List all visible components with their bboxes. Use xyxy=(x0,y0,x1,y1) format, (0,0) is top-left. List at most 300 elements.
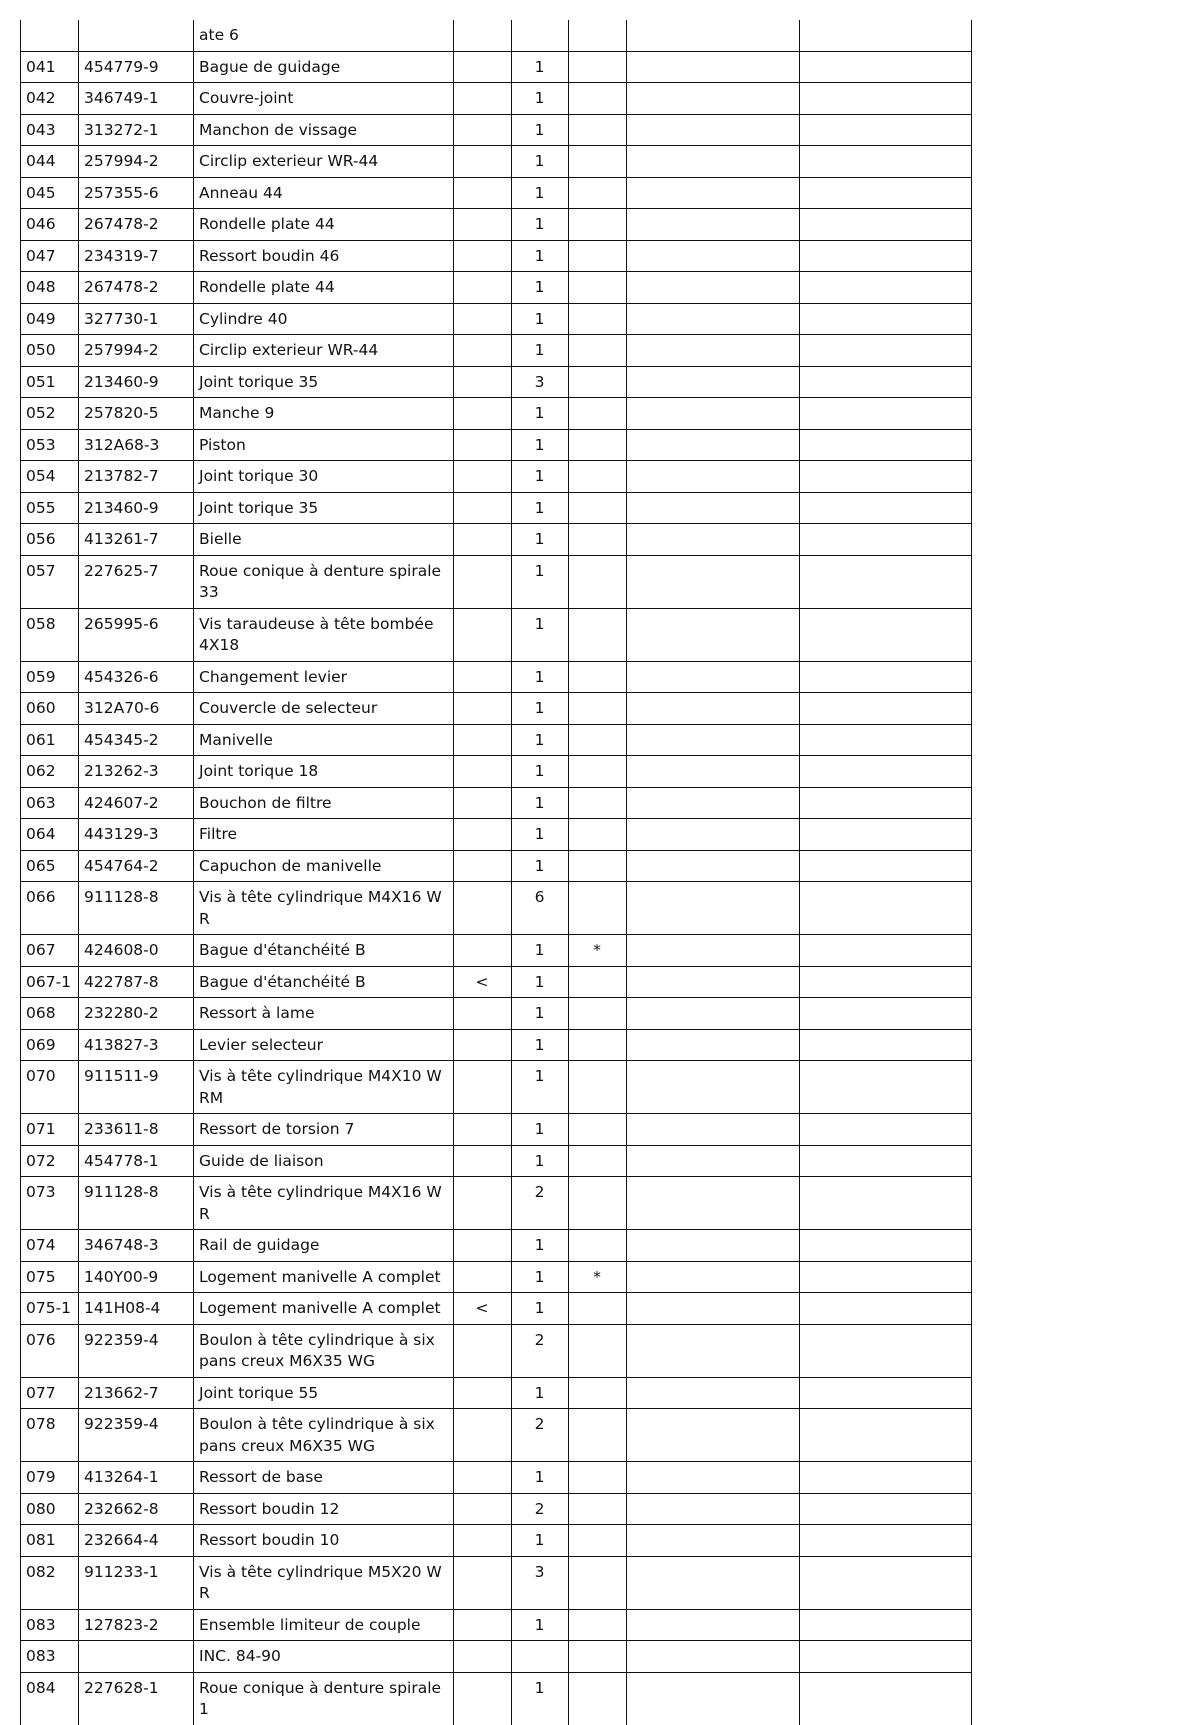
ref-number-cell: 057 xyxy=(21,555,79,608)
table-row xyxy=(21,1462,972,1494)
blank-cell xyxy=(627,1377,800,1409)
change-flag-cell xyxy=(454,1261,512,1293)
quantity-cell: 1 xyxy=(512,935,569,967)
note-mark-cell xyxy=(569,787,627,819)
part-number-cell xyxy=(79,1641,194,1673)
note-mark-cell xyxy=(569,114,627,146)
description-cell: Vis à tête cylindrique M5X20 WR xyxy=(194,1556,454,1609)
quantity-cell: 2 xyxy=(512,1493,569,1525)
quantity-cell: 1 xyxy=(512,966,569,998)
description-cell: Changement levier xyxy=(194,661,454,693)
ref-number-cell: 055 xyxy=(21,492,79,524)
quantity-cell: 1 xyxy=(512,1261,569,1293)
blank-cell xyxy=(627,146,800,178)
note-mark-cell xyxy=(569,1061,627,1114)
description-cell: Manivelle xyxy=(194,724,454,756)
blank-cell xyxy=(627,83,800,115)
table-row xyxy=(21,1324,972,1377)
note-mark-cell xyxy=(569,966,627,998)
note-mark-cell xyxy=(569,1293,627,1325)
note-mark-cell xyxy=(569,303,627,335)
description-cell: Vis à tête cylindrique M4X16 WR xyxy=(194,882,454,935)
description-cell: Bielle xyxy=(194,524,454,556)
table-row xyxy=(21,1177,972,1230)
blank-cell xyxy=(800,177,972,209)
change-flag-cell xyxy=(454,1641,512,1673)
blank-cell xyxy=(800,335,972,367)
note-mark-cell xyxy=(569,1525,627,1557)
part-number-cell: 213460-9 xyxy=(79,366,194,398)
table-row xyxy=(21,1230,972,1262)
blank-cell xyxy=(800,1377,972,1409)
part-number-cell xyxy=(79,20,194,51)
change-flag-cell xyxy=(454,1061,512,1114)
ref-number-cell: 063 xyxy=(21,787,79,819)
blank-cell xyxy=(800,1609,972,1641)
note-mark-cell xyxy=(569,1029,627,1061)
part-number-cell: 257994-2 xyxy=(79,146,194,178)
blank-cell xyxy=(627,998,800,1030)
note-mark-cell xyxy=(569,20,627,51)
quantity-cell: 3 xyxy=(512,1556,569,1609)
blank-cell xyxy=(800,398,972,430)
change-flag-cell xyxy=(454,51,512,83)
table-row xyxy=(21,51,972,83)
quantity-cell: 1 xyxy=(512,819,569,851)
blank-cell xyxy=(800,555,972,608)
change-flag-cell xyxy=(454,935,512,967)
quantity-cell xyxy=(512,1641,569,1673)
change-flag-cell xyxy=(454,555,512,608)
table-row xyxy=(21,966,972,998)
ref-number-cell: 064 xyxy=(21,819,79,851)
quantity-cell: 2 xyxy=(512,1409,569,1462)
blank-cell xyxy=(800,1114,972,1146)
quantity-cell: 1 xyxy=(512,555,569,608)
ref-number-cell: 075 xyxy=(21,1261,79,1293)
note-mark-cell xyxy=(569,1377,627,1409)
blank-cell xyxy=(800,1261,972,1293)
part-number-cell: 413261-7 xyxy=(79,524,194,556)
blank-cell xyxy=(627,240,800,272)
change-flag-cell xyxy=(454,461,512,493)
blank-cell xyxy=(627,1493,800,1525)
part-number-cell: 227625-7 xyxy=(79,555,194,608)
table-row xyxy=(21,492,972,524)
ref-number-cell: 047 xyxy=(21,240,79,272)
description-cell: Bague d'étanchéité B xyxy=(194,935,454,967)
change-flag-cell xyxy=(454,20,512,51)
blank-cell xyxy=(627,1261,800,1293)
blank-cell xyxy=(800,1409,972,1462)
change-flag-cell xyxy=(454,1462,512,1494)
blank-cell xyxy=(800,1293,972,1325)
ref-number-cell: 043 xyxy=(21,114,79,146)
quantity-cell: 1 xyxy=(512,1609,569,1641)
table-row xyxy=(21,209,972,241)
ref-number-cell: 062 xyxy=(21,756,79,788)
blank-cell xyxy=(627,303,800,335)
blank-cell xyxy=(627,209,800,241)
quantity-cell: 1 xyxy=(512,524,569,556)
change-flag-cell xyxy=(454,1377,512,1409)
ref-number-cell: 046 xyxy=(21,209,79,241)
description-cell: Circlip exterieur WR-44 xyxy=(194,146,454,178)
table-row xyxy=(21,1114,972,1146)
change-flag-cell xyxy=(454,998,512,1030)
table-row xyxy=(21,1145,972,1177)
description-cell: Couvercle de selecteur xyxy=(194,693,454,725)
description-cell: Vis à tête cylindrique M4X16 WR xyxy=(194,1177,454,1230)
change-flag-cell xyxy=(454,177,512,209)
ref-number-cell: 077 xyxy=(21,1377,79,1409)
description-cell: Rail de guidage xyxy=(194,1230,454,1262)
part-number-cell: 346748-3 xyxy=(79,1230,194,1262)
blank-cell xyxy=(627,335,800,367)
part-number-cell: 911511-9 xyxy=(79,1061,194,1114)
change-flag-cell: < xyxy=(454,966,512,998)
ref-number-cell: 044 xyxy=(21,146,79,178)
quantity-cell: 3 xyxy=(512,366,569,398)
change-flag-cell xyxy=(454,429,512,461)
blank-cell xyxy=(800,492,972,524)
blank-cell xyxy=(800,1061,972,1114)
note-mark-cell xyxy=(569,1177,627,1230)
part-number-cell: 911128-8 xyxy=(79,1177,194,1230)
ref-number-cell: 070 xyxy=(21,1061,79,1114)
change-flag-cell xyxy=(454,693,512,725)
description-cell: Guide de liaison xyxy=(194,1145,454,1177)
blank-cell xyxy=(800,272,972,304)
part-number-cell: 911128-8 xyxy=(79,882,194,935)
description-cell: Logement manivelle A complet xyxy=(194,1293,454,1325)
table-row xyxy=(21,608,972,661)
blank-cell xyxy=(800,146,972,178)
part-number-cell: 911233-1 xyxy=(79,1556,194,1609)
note-mark-cell xyxy=(569,1230,627,1262)
blank-cell xyxy=(627,461,800,493)
blank-cell xyxy=(627,524,800,556)
table-row xyxy=(21,555,972,608)
part-number-cell: 454778-1 xyxy=(79,1145,194,1177)
part-number-cell: 257994-2 xyxy=(79,335,194,367)
part-number-cell: 313272-1 xyxy=(79,114,194,146)
quantity-cell: 1 xyxy=(512,1145,569,1177)
note-mark-cell xyxy=(569,461,627,493)
blank-cell xyxy=(627,756,800,788)
quantity-cell: 1 xyxy=(512,398,569,430)
change-flag-cell xyxy=(454,1145,512,1177)
part-number-cell: 454779-9 xyxy=(79,51,194,83)
table-row xyxy=(21,724,972,756)
quantity-cell: 1 xyxy=(512,209,569,241)
quantity-cell: 1 xyxy=(512,303,569,335)
blank-cell xyxy=(627,1230,800,1262)
ref-number-cell: 069 xyxy=(21,1029,79,1061)
blank-cell xyxy=(800,20,972,51)
note-mark-cell xyxy=(569,366,627,398)
note-mark-cell: * xyxy=(569,935,627,967)
blank-cell xyxy=(800,114,972,146)
part-number-cell: 213460-9 xyxy=(79,492,194,524)
table-row xyxy=(21,20,972,51)
blank-cell xyxy=(627,555,800,608)
description-cell: Cylindre 40 xyxy=(194,303,454,335)
table-row xyxy=(21,303,972,335)
note-mark-cell xyxy=(569,555,627,608)
part-number-cell: 213662-7 xyxy=(79,1377,194,1409)
change-flag-cell xyxy=(454,335,512,367)
blank-cell xyxy=(627,850,800,882)
quantity-cell: 1 xyxy=(512,1061,569,1114)
ref-number-cell: 052 xyxy=(21,398,79,430)
change-flag-cell xyxy=(454,1493,512,1525)
quantity-cell: 2 xyxy=(512,1177,569,1230)
change-flag-cell xyxy=(454,1409,512,1462)
ref-number-cell: 066 xyxy=(21,882,79,935)
blank-cell xyxy=(627,1409,800,1462)
blank-cell xyxy=(800,819,972,851)
blank-cell xyxy=(800,1230,972,1262)
quantity-cell: 1 xyxy=(512,335,569,367)
description-cell: Logement manivelle A complet xyxy=(194,1261,454,1293)
ref-number-cell: 082 xyxy=(21,1556,79,1609)
part-number-cell: 922359-4 xyxy=(79,1324,194,1377)
table-row xyxy=(21,787,972,819)
note-mark-cell xyxy=(569,1324,627,1377)
blank-cell xyxy=(627,51,800,83)
part-number-cell: 327730-1 xyxy=(79,303,194,335)
quantity-cell: 1 xyxy=(512,1377,569,1409)
change-flag-cell xyxy=(454,1114,512,1146)
blank-cell xyxy=(800,608,972,661)
change-flag-cell xyxy=(454,366,512,398)
blank-cell xyxy=(800,1462,972,1494)
note-mark-cell xyxy=(569,146,627,178)
blank-cell xyxy=(627,724,800,756)
blank-cell xyxy=(627,1061,800,1114)
quantity-cell: 2 xyxy=(512,1324,569,1377)
blank-cell xyxy=(800,966,972,998)
quantity-cell: 1 xyxy=(512,429,569,461)
blank-cell xyxy=(627,787,800,819)
description-cell: Vis à tête cylindrique M4X10 WRM xyxy=(194,1061,454,1114)
ref-number-cell: 083 xyxy=(21,1609,79,1641)
change-flag-cell xyxy=(454,83,512,115)
change-flag-cell xyxy=(454,608,512,661)
table-row xyxy=(21,1493,972,1525)
quantity-cell: 1 xyxy=(512,272,569,304)
table-row xyxy=(21,661,972,693)
ref-number-cell: 080 xyxy=(21,1493,79,1525)
note-mark-cell xyxy=(569,429,627,461)
table-row xyxy=(21,272,972,304)
ref-number-cell: 059 xyxy=(21,661,79,693)
ref-number-cell: 072 xyxy=(21,1145,79,1177)
table-row xyxy=(21,1672,972,1725)
part-number-cell: 233611-8 xyxy=(79,1114,194,1146)
table-row xyxy=(21,1641,972,1673)
description-cell: Bouchon de filtre xyxy=(194,787,454,819)
change-flag-cell xyxy=(454,209,512,241)
quantity-cell: 1 xyxy=(512,83,569,115)
blank-cell xyxy=(627,272,800,304)
quantity-cell: 1 xyxy=(512,1462,569,1494)
table-row xyxy=(21,335,972,367)
blank-cell xyxy=(800,429,972,461)
blank-cell xyxy=(627,1525,800,1557)
blank-cell xyxy=(800,240,972,272)
part-number-cell: 213262-3 xyxy=(79,756,194,788)
quantity-cell: 1 xyxy=(512,608,569,661)
ref-number-cell: 060 xyxy=(21,693,79,725)
table-row xyxy=(21,1061,972,1114)
blank-cell xyxy=(800,51,972,83)
note-mark-cell xyxy=(569,756,627,788)
note-mark-cell xyxy=(569,1609,627,1641)
note-mark-cell xyxy=(569,398,627,430)
change-flag-cell xyxy=(454,1230,512,1262)
note-mark-cell xyxy=(569,335,627,367)
quantity-cell: 1 xyxy=(512,1672,569,1725)
note-mark-cell xyxy=(569,524,627,556)
blank-cell xyxy=(800,303,972,335)
blank-cell xyxy=(627,1114,800,1146)
blank-cell xyxy=(627,1029,800,1061)
quantity-cell: 1 xyxy=(512,461,569,493)
note-mark-cell xyxy=(569,1672,627,1725)
description-cell: Ressort de base xyxy=(194,1462,454,1494)
note-mark-cell xyxy=(569,1145,627,1177)
quantity-cell: 1 xyxy=(512,661,569,693)
change-flag-cell xyxy=(454,524,512,556)
quantity-cell: 1 xyxy=(512,1230,569,1262)
table-row xyxy=(21,461,972,493)
table-row xyxy=(21,429,972,461)
note-mark-cell xyxy=(569,1493,627,1525)
table-row xyxy=(21,1609,972,1641)
note-mark-cell xyxy=(569,1556,627,1609)
part-number-cell: 141H08-4 xyxy=(79,1293,194,1325)
blank-cell xyxy=(627,492,800,524)
table-row xyxy=(21,693,972,725)
note-mark-cell xyxy=(569,693,627,725)
part-number-cell: 424607-2 xyxy=(79,787,194,819)
change-flag-cell xyxy=(454,1556,512,1609)
quantity-cell: 1 xyxy=(512,51,569,83)
part-number-cell: 424608-0 xyxy=(79,935,194,967)
table-row xyxy=(21,240,972,272)
note-mark-cell xyxy=(569,661,627,693)
ref-number-cell: 042 xyxy=(21,83,79,115)
parts-list-body xyxy=(21,20,972,1725)
quantity-cell: 1 xyxy=(512,787,569,819)
quantity-cell xyxy=(512,20,569,51)
table-row xyxy=(21,756,972,788)
table-row xyxy=(21,1556,972,1609)
change-flag-cell xyxy=(454,850,512,882)
part-number-cell: 422787-8 xyxy=(79,966,194,998)
blank-cell xyxy=(627,693,800,725)
ref-number-cell: 048 xyxy=(21,272,79,304)
table-row xyxy=(21,850,972,882)
quantity-cell: 1 xyxy=(512,850,569,882)
blank-cell xyxy=(627,608,800,661)
description-cell: Vis taraudeuse à tête bombée 4X18 xyxy=(194,608,454,661)
change-flag-cell xyxy=(454,882,512,935)
part-number-cell: 454345-2 xyxy=(79,724,194,756)
blank-cell xyxy=(627,1609,800,1641)
note-mark-cell: * xyxy=(569,1261,627,1293)
change-flag-cell xyxy=(454,114,512,146)
description-cell: Capuchon de manivelle xyxy=(194,850,454,882)
blank-cell xyxy=(627,1145,800,1177)
change-flag-cell xyxy=(454,1672,512,1725)
ref-number-cell: 051 xyxy=(21,366,79,398)
change-flag-cell xyxy=(454,398,512,430)
change-flag-cell xyxy=(454,819,512,851)
blank-cell xyxy=(627,935,800,967)
note-mark-cell xyxy=(569,608,627,661)
blank-cell xyxy=(627,661,800,693)
part-number-cell: 232662-8 xyxy=(79,1493,194,1525)
note-mark-cell xyxy=(569,1114,627,1146)
blank-cell xyxy=(800,1493,972,1525)
blank-cell xyxy=(800,882,972,935)
blank-cell xyxy=(800,693,972,725)
part-number-cell: 234319-7 xyxy=(79,240,194,272)
ref-number-cell: 075-1 xyxy=(21,1293,79,1325)
description-cell: Circlip exterieur WR-44 xyxy=(194,335,454,367)
blank-cell xyxy=(800,461,972,493)
part-number-cell: 922359-4 xyxy=(79,1409,194,1462)
blank-cell xyxy=(800,1641,972,1673)
ref-number-cell: 084 xyxy=(21,1672,79,1725)
blank-cell xyxy=(627,1177,800,1230)
description-cell: Piston xyxy=(194,429,454,461)
part-number-cell: 227628-1 xyxy=(79,1672,194,1725)
description-cell: Manche 9 xyxy=(194,398,454,430)
change-flag-cell xyxy=(454,1324,512,1377)
description-cell: Joint torique 35 xyxy=(194,366,454,398)
description-cell: INC. 84-90 xyxy=(194,1641,454,1673)
change-flag-cell xyxy=(454,661,512,693)
quantity-cell: 1 xyxy=(512,177,569,209)
blank-cell xyxy=(627,20,800,51)
blank-cell xyxy=(627,1293,800,1325)
ref-number-cell: 076 xyxy=(21,1324,79,1377)
quantity-cell: 1 xyxy=(512,1525,569,1557)
part-number-cell: 257820-5 xyxy=(79,398,194,430)
change-flag-cell xyxy=(454,272,512,304)
part-number-cell: 346749-1 xyxy=(79,83,194,115)
blank-cell xyxy=(627,1641,800,1673)
ref-number-cell xyxy=(21,20,79,51)
change-flag-cell xyxy=(454,1177,512,1230)
blank-cell xyxy=(800,935,972,967)
description-cell: Boulon à tête cylindrique à six pans creux M6X35 WG xyxy=(194,1409,454,1462)
description-cell: Joint torique 30 xyxy=(194,461,454,493)
table-row xyxy=(21,1409,972,1462)
description-cell: Ressort de torsion 7 xyxy=(194,1114,454,1146)
table-row xyxy=(21,935,972,967)
ref-number-cell: 081 xyxy=(21,1525,79,1557)
description-cell: Ressort boudin 46 xyxy=(194,240,454,272)
note-mark-cell xyxy=(569,850,627,882)
description-cell: Ressort à lame xyxy=(194,998,454,1030)
change-flag-cell xyxy=(454,1609,512,1641)
table-row xyxy=(21,398,972,430)
